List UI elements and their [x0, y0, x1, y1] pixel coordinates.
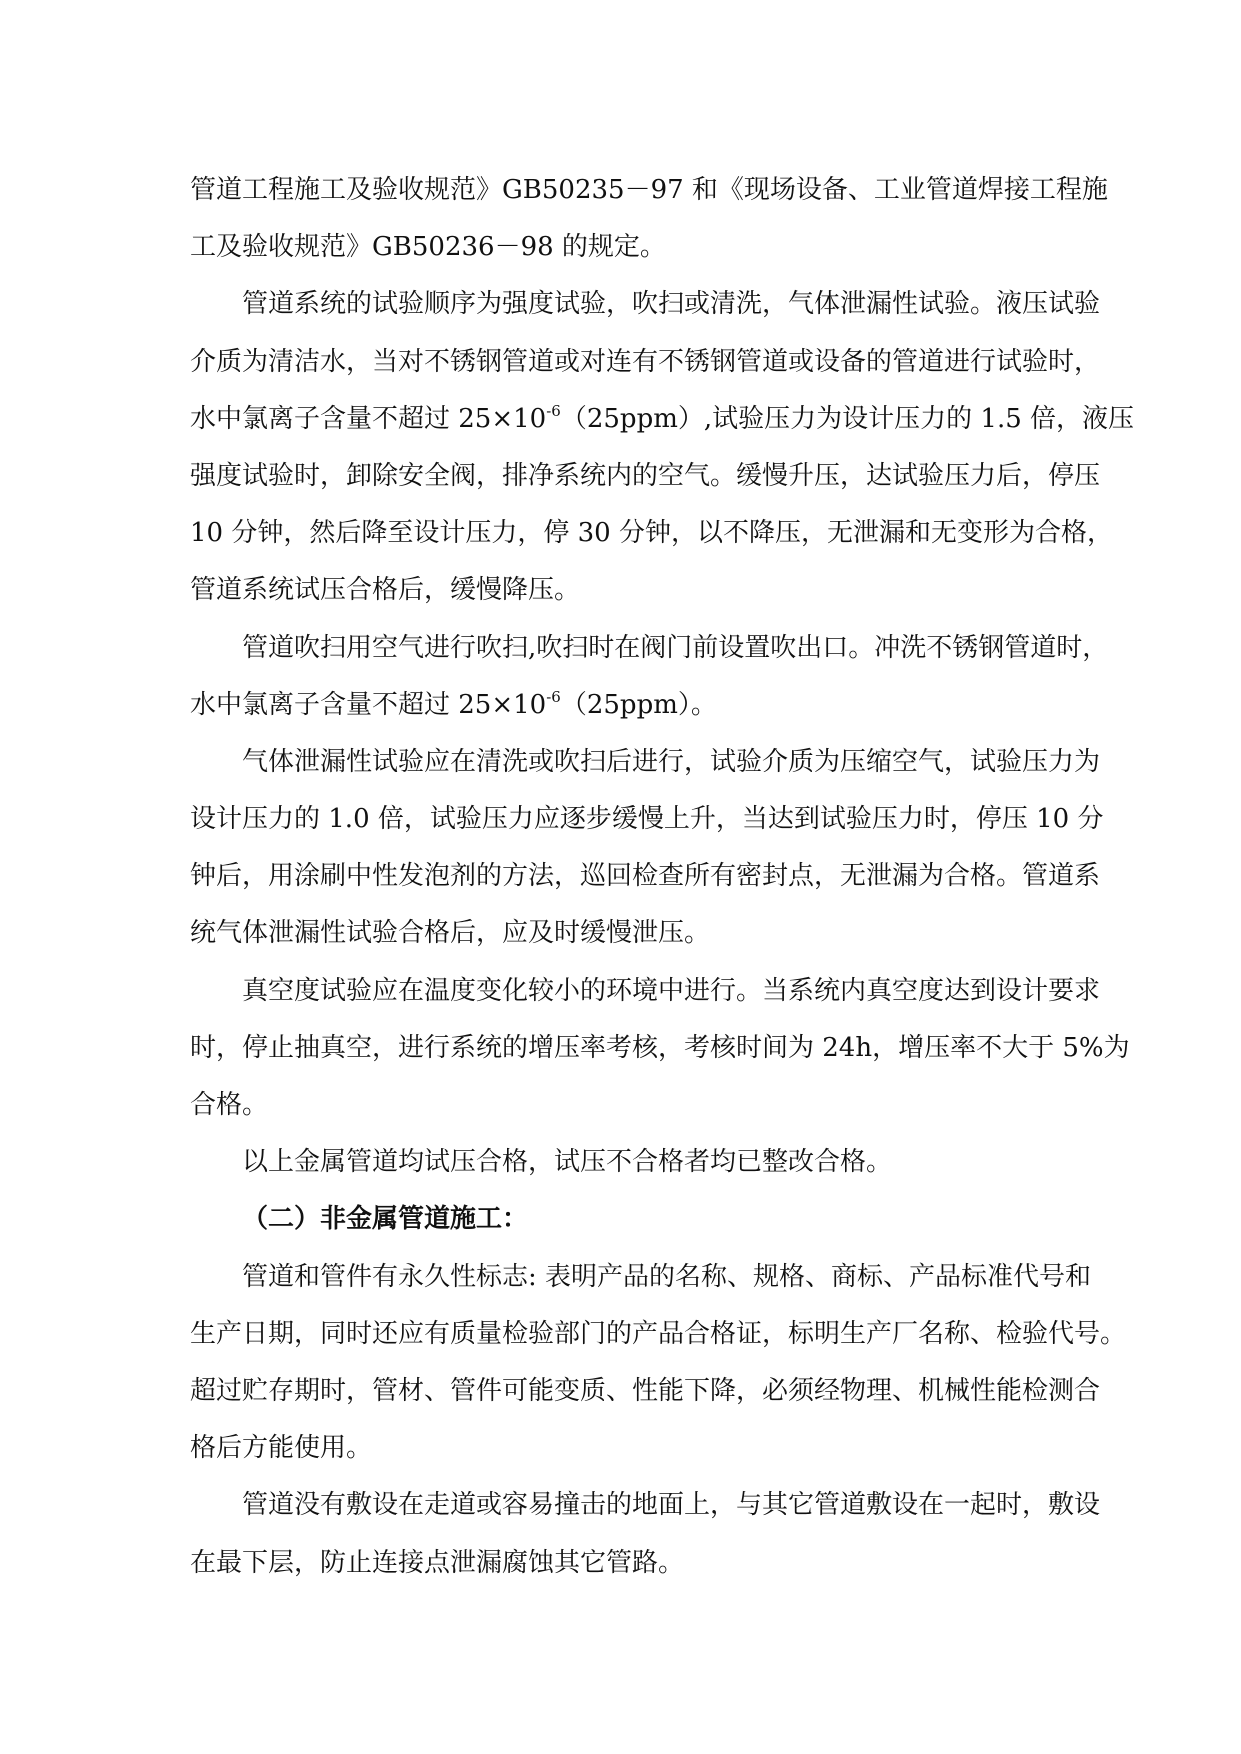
text-segment: （25ppm）。: [560, 689, 717, 720]
text-line: 格后方能使用。: [190, 1433, 373, 1464]
text-line: 管道工程施工及验收规范》GB50235－97 和《现场设备、工业管道焊接工程施: [190, 175, 1108, 205]
text-line: [190, 677, 1056, 734]
superscript-exponent: -6: [546, 401, 561, 420]
text-line: [190, 391, 1135, 448]
text-line: 生产日期，同时还应有质量检验部门的产品合格证，标明生产厂名称、检验代号。: [190, 1318, 1127, 1349]
paragraph-marking: [190, 1249, 1127, 1478]
text-line: 超过贮存期时，管材、管件可能变质、性能下降，必须经物理、机械性能检测合: [190, 1375, 1101, 1406]
text-line: 管道和管件有永久性标志: 表明产品的名称、规格、商标、产品标准代号和: [242, 1261, 1092, 1292]
text-line: 合格。: [190, 1090, 269, 1120]
text-line: 管道系统试压合格后，缓慢降压。: [190, 575, 581, 606]
section-heading: （二）非金属管道施工：: [242, 1204, 529, 1235]
text-line: 真空度试验应在温度变化较小的环境中进行。当系统内真空度达到设计要求: [242, 975, 1101, 1006]
text-line: 管道吹扫用空气进行吹扫,吹扫时在阀门前设置吹出口。冲洗不锈钢管道时，: [242, 632, 1109, 663]
text-line: 管道没有敷设在走道或容易撞击的地面上，与其它管道敷设在一起时，敷设: [242, 1490, 1101, 1521]
text-segment: （25ppm）,试验压力为设计压力的 1.5 倍，液压: [560, 403, 1135, 434]
text-line: 10 分钟，然后降至设计压力，停 30 分钟，以不降压，无泄漏和无变形为合格，: [190, 518, 1113, 549]
text-line: 介质为清洁水，当对不锈钢管道或对连有不锈钢管道或设备的管道进行试验时，: [190, 346, 1101, 377]
paragraph-vacuum-test: [190, 963, 1130, 1135]
text-line: 设计压力的 1.0 倍，试验压力应逐步缓慢上升，当达到试验压力时，停压 10 分: [190, 804, 1104, 835]
text-line: 管道系统的试验顺序为强度试验，吹扫或清洗，气体泄漏性试验。液压试验: [242, 289, 1101, 320]
text-line: 统气体泄漏性试验合格后，应及时缓慢泄压。: [190, 918, 711, 949]
body-text: [190, 162, 1135, 1592]
paragraph-test-sequence: [190, 276, 1135, 619]
text-segment: 水中氯离子含量不超过 25×10: [190, 403, 547, 434]
section-heading-nonmetal: [190, 1191, 1056, 1248]
text-line: 气体泄漏性试验应在清洗或吹扫后进行，试验介质为压缩空气，试验压力为: [242, 746, 1101, 777]
paragraph-laying: [190, 1477, 1101, 1591]
superscript-exponent: -6: [546, 687, 561, 706]
text-line: 强度试验时，卸除安全阀，排净系统内的空气。缓慢升压，达试验压力后，停压: [190, 460, 1101, 491]
paragraph-leak-test: [190, 734, 1104, 963]
text-line: 钟后，用涂刷中性发泡剂的方法，巡回检查所有密封点，无泄漏为合格。管道系: [190, 861, 1101, 892]
text-segment: 水中氯离子含量不超过 25×10: [190, 689, 547, 720]
paragraph-summary: [190, 1134, 1056, 1191]
text-line: 以上金属管道均试压合格，试压不合格者均已整改合格。: [242, 1147, 893, 1178]
text-line: 工及验收规范》GB50236－98 的规定。: [190, 232, 666, 263]
paragraph-purging: [190, 620, 1109, 734]
text-line: 时，停止抽真空，进行系统的增压率考核，考核时间为 24h，增压率不大于 5%为: [190, 1032, 1130, 1063]
text-line: 在最下层，防止连接点泄漏腐蚀其它管路。: [190, 1547, 685, 1578]
paragraph-continuation: [190, 162, 1108, 276]
